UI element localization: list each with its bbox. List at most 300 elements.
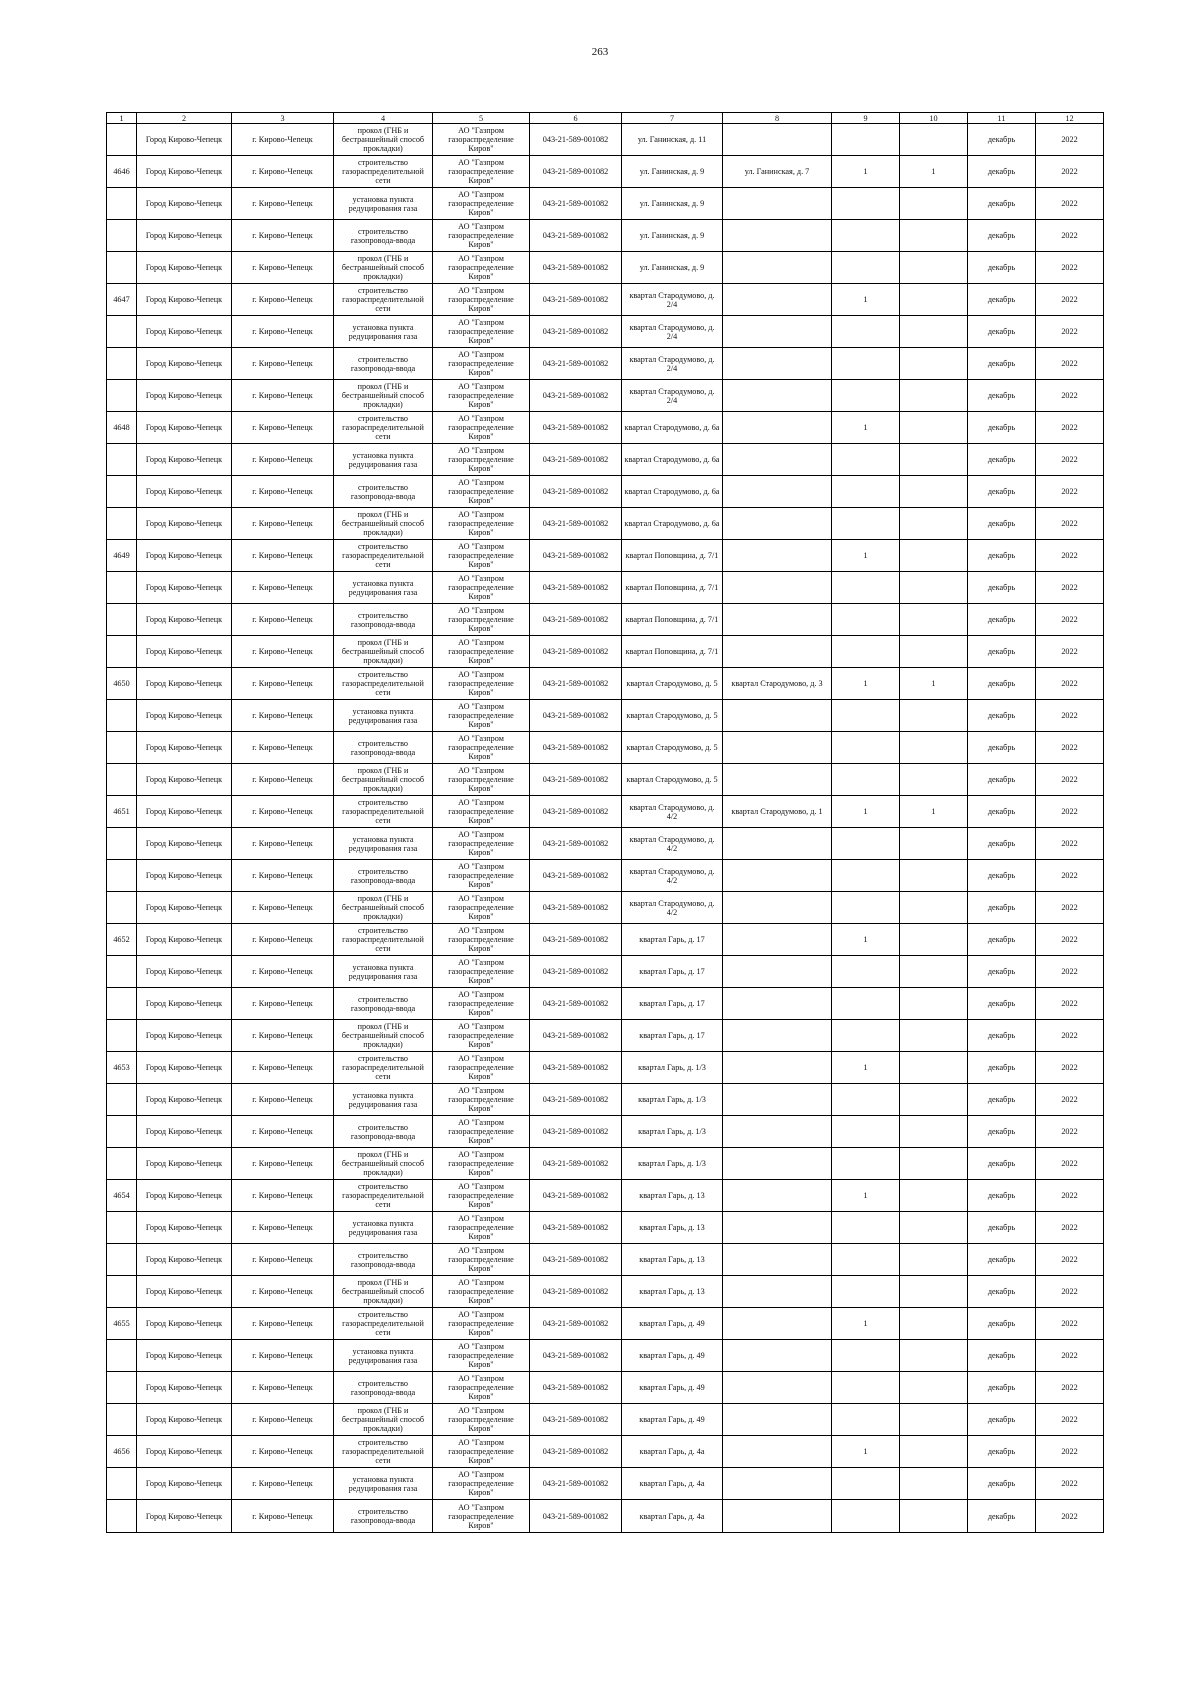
- settlement-cell: г. Кирово-Чепецк: [232, 1148, 334, 1180]
- municipality-cell: Город Кирово-Чепецк: [137, 252, 232, 284]
- count-secondary-cell: [900, 1116, 968, 1148]
- year-cell: 2022: [1036, 156, 1104, 188]
- reg-number-cell: 043-21-589-001082: [530, 1020, 622, 1052]
- address-cell: квартал Стародумово, д. 4/2: [622, 860, 723, 892]
- settlement-cell: г. Кирово-Чепецк: [232, 1276, 334, 1308]
- year-cell: 2022: [1036, 860, 1104, 892]
- table-row: [107, 284, 1104, 316]
- column-header: 2: [137, 113, 232, 124]
- table-row: [107, 1116, 1104, 1148]
- table-row: [107, 892, 1104, 924]
- settlement-cell: г. Кирово-Чепецк: [232, 1340, 334, 1372]
- municipality-cell: Город Кирово-Чепецк: [137, 924, 232, 956]
- count-secondary-cell: [900, 636, 968, 668]
- page-number: 263: [591, 46, 609, 58]
- reg-number-cell: 043-21-589-001082: [530, 348, 622, 380]
- organization-cell: АО "Газпром газораспределение Киров": [433, 380, 530, 412]
- organization-cell: АО "Газпром газораспределение Киров": [433, 540, 530, 572]
- reg-number-cell: 043-21-589-001082: [530, 1052, 622, 1084]
- count-cell: [832, 1276, 900, 1308]
- address-secondary-cell: [723, 1148, 832, 1180]
- year-cell: 2022: [1036, 636, 1104, 668]
- address-secondary-cell: [723, 988, 832, 1020]
- work-type-cell: прокол (ГНБ и бестраншейный способ прокладки): [334, 892, 433, 924]
- month-cell: декабрь: [968, 284, 1036, 316]
- settlement-cell: г. Кирово-Чепецк: [232, 828, 334, 860]
- count-cell: [832, 764, 900, 796]
- year-cell: 2022: [1036, 1436, 1104, 1468]
- table-row: [107, 1020, 1104, 1052]
- work-type-cell: прокол (ГНБ и бестраншейный способ прокладки): [334, 508, 433, 540]
- table-row: [107, 348, 1104, 380]
- settlement-cell: г. Кирово-Чепецк: [232, 1436, 334, 1468]
- settlement-cell: г. Кирово-Чепецк: [232, 1308, 334, 1340]
- reg-number-cell: 043-21-589-001082: [530, 764, 622, 796]
- settlement-cell: г. Кирово-Чепецк: [232, 316, 334, 348]
- count-cell: [832, 316, 900, 348]
- work-type-cell: строительство газораспределительной сети: [334, 1052, 433, 1084]
- year-cell: 2022: [1036, 380, 1104, 412]
- address-secondary-cell: [723, 316, 832, 348]
- row-number-cell: [107, 1340, 137, 1372]
- work-type-cell: строительство газопровода-ввода: [334, 988, 433, 1020]
- work-type-cell: прокол (ГНБ и бестраншейный способ прокладки): [334, 1404, 433, 1436]
- year-cell: 2022: [1036, 700, 1104, 732]
- address-cell: квартал Поповщина, д. 7/1: [622, 636, 723, 668]
- reg-number-cell: 043-21-589-001082: [530, 124, 622, 156]
- reg-number-cell: 043-21-589-001082: [530, 1116, 622, 1148]
- municipality-cell: Город Кирово-Чепецк: [137, 348, 232, 380]
- count-secondary-cell: [900, 892, 968, 924]
- table-row: [107, 1468, 1104, 1500]
- municipality-cell: Город Кирово-Чепецк: [137, 1052, 232, 1084]
- column-number-row: [107, 113, 1104, 124]
- address-secondary-cell: [723, 1212, 832, 1244]
- municipality-cell: Город Кирово-Чепецк: [137, 476, 232, 508]
- year-cell: 2022: [1036, 1276, 1104, 1308]
- settlement-cell: г. Кирово-Чепецк: [232, 1116, 334, 1148]
- reg-number-cell: 043-21-589-001082: [530, 380, 622, 412]
- month-cell: декабрь: [968, 1084, 1036, 1116]
- organization-cell: АО "Газпром газораспределение Киров": [433, 1500, 530, 1533]
- year-cell: 2022: [1036, 892, 1104, 924]
- organization-cell: АО "Газпром газораспределение Киров": [433, 220, 530, 252]
- reg-number-cell: 043-21-589-001082: [530, 1404, 622, 1436]
- table-row: [107, 604, 1104, 636]
- address-cell: квартал Гарь, д. 13: [622, 1180, 723, 1212]
- month-cell: декабрь: [968, 476, 1036, 508]
- table-row: [107, 1212, 1104, 1244]
- municipality-cell: Город Кирово-Чепецк: [137, 220, 232, 252]
- address-cell: квартал Стародумово, д. 6а: [622, 476, 723, 508]
- count-cell: 1: [832, 924, 900, 956]
- work-type-cell: строительство газораспределительной сети: [334, 1308, 433, 1340]
- organization-cell: АО "Газпром газораспределение Киров": [433, 1148, 530, 1180]
- year-cell: 2022: [1036, 220, 1104, 252]
- row-number-cell: 4649: [107, 540, 137, 572]
- row-number-cell: [107, 892, 137, 924]
- municipality-cell: Город Кирово-Чепецк: [137, 1020, 232, 1052]
- reg-number-cell: 043-21-589-001082: [530, 1276, 622, 1308]
- row-number-cell: [107, 252, 137, 284]
- reg-number-cell: 043-21-589-001082: [530, 956, 622, 988]
- count-cell: 1: [832, 156, 900, 188]
- municipality-cell: Город Кирово-Чепецк: [137, 124, 232, 156]
- row-number-cell: [107, 1244, 137, 1276]
- address-cell: квартал Гарь, д. 4а: [622, 1500, 723, 1533]
- settlement-cell: г. Кирово-Чепецк: [232, 636, 334, 668]
- row-number-cell: 4652: [107, 924, 137, 956]
- year-cell: 2022: [1036, 508, 1104, 540]
- reg-number-cell: 043-21-589-001082: [530, 1084, 622, 1116]
- settlement-cell: г. Кирово-Чепецк: [232, 764, 334, 796]
- organization-cell: АО "Газпром газораспределение Киров": [433, 1340, 530, 1372]
- address-secondary-cell: [723, 732, 832, 764]
- column-header: 9: [832, 113, 900, 124]
- year-cell: 2022: [1036, 124, 1104, 156]
- count-cell: 1: [832, 1180, 900, 1212]
- address-cell: квартал Гарь, д. 1/3: [622, 1084, 723, 1116]
- reg-number-cell: 043-21-589-001082: [530, 1372, 622, 1404]
- count-secondary-cell: [900, 1148, 968, 1180]
- address-cell: квартал Гарь, д. 4а: [622, 1436, 723, 1468]
- address-cell: квартал Стародумово, д. 2/4: [622, 380, 723, 412]
- month-cell: декабрь: [968, 1116, 1036, 1148]
- month-cell: декабрь: [968, 316, 1036, 348]
- address-cell: квартал Гарь, д. 49: [622, 1340, 723, 1372]
- municipality-cell: Город Кирово-Чепецк: [137, 1116, 232, 1148]
- table-row: [107, 1340, 1104, 1372]
- count-secondary-cell: [900, 188, 968, 220]
- row-number-cell: [107, 188, 137, 220]
- reg-number-cell: 043-21-589-001082: [530, 220, 622, 252]
- row-number-cell: [107, 860, 137, 892]
- count-secondary-cell: [900, 252, 968, 284]
- organization-cell: АО "Газпром газораспределение Киров": [433, 1052, 530, 1084]
- month-cell: декабрь: [968, 380, 1036, 412]
- year-cell: 2022: [1036, 1372, 1104, 1404]
- settlement-cell: г. Кирово-Чепецк: [232, 860, 334, 892]
- table-row: [107, 1180, 1104, 1212]
- settlement-cell: г. Кирово-Чепецк: [232, 508, 334, 540]
- count-cell: [832, 1468, 900, 1500]
- organization-cell: АО "Газпром газораспределение Киров": [433, 412, 530, 444]
- column-header: 11: [968, 113, 1036, 124]
- count-secondary-cell: [900, 860, 968, 892]
- organization-cell: АО "Газпром газораспределение Киров": [433, 892, 530, 924]
- reg-number-cell: 043-21-589-001082: [530, 156, 622, 188]
- organization-cell: АО "Газпром газораспределение Киров": [433, 188, 530, 220]
- count-cell: [832, 1116, 900, 1148]
- settlement-cell: г. Кирово-Чепецк: [232, 188, 334, 220]
- municipality-cell: Город Кирово-Чепецк: [137, 508, 232, 540]
- work-type-cell: строительство газораспределительной сети: [334, 540, 433, 572]
- work-type-cell: установка пункта редуцирования газа: [334, 316, 433, 348]
- month-cell: декабрь: [968, 1276, 1036, 1308]
- work-type-cell: строительство газораспределительной сети: [334, 924, 433, 956]
- table-row: [107, 220, 1104, 252]
- municipality-cell: Город Кирово-Чепецк: [137, 572, 232, 604]
- reg-number-cell: 043-21-589-001082: [530, 1340, 622, 1372]
- work-type-cell: строительство газопровода-ввода: [334, 1116, 433, 1148]
- month-cell: декабрь: [968, 124, 1036, 156]
- address-secondary-cell: [723, 1436, 832, 1468]
- address-secondary-cell: [723, 1340, 832, 1372]
- month-cell: декабрь: [968, 828, 1036, 860]
- count-secondary-cell: [900, 1212, 968, 1244]
- year-cell: 2022: [1036, 828, 1104, 860]
- address-cell: квартал Гарь, д. 49: [622, 1308, 723, 1340]
- count-cell: [832, 572, 900, 604]
- month-cell: декабрь: [968, 604, 1036, 636]
- year-cell: 2022: [1036, 764, 1104, 796]
- column-header: 12: [1036, 113, 1104, 124]
- address-cell: квартал Поповщина, д. 7/1: [622, 604, 723, 636]
- count-cell: [832, 1212, 900, 1244]
- count-cell: [832, 380, 900, 412]
- address-cell: ул. Ганинская, д. 9: [622, 252, 723, 284]
- organization-cell: АО "Газпром газораспределение Киров": [433, 1180, 530, 1212]
- year-cell: 2022: [1036, 1212, 1104, 1244]
- row-number-cell: [107, 1020, 137, 1052]
- organization-cell: АО "Газпром газораспределение Киров": [433, 988, 530, 1020]
- municipality-cell: Город Кирово-Чепецк: [137, 1148, 232, 1180]
- municipality-cell: Город Кирово-Чепецк: [137, 1372, 232, 1404]
- count-secondary-cell: [900, 700, 968, 732]
- month-cell: декабрь: [968, 668, 1036, 700]
- row-number-cell: [107, 1372, 137, 1404]
- month-cell: декабрь: [968, 636, 1036, 668]
- month-cell: декабрь: [968, 572, 1036, 604]
- organization-cell: АО "Газпром газораспределение Киров": [433, 1244, 530, 1276]
- settlement-cell: г. Кирово-Чепецк: [232, 1372, 334, 1404]
- count-secondary-cell: [900, 220, 968, 252]
- reg-number-cell: 043-21-589-001082: [530, 1500, 622, 1533]
- count-secondary-cell: [900, 1500, 968, 1533]
- year-cell: 2022: [1036, 572, 1104, 604]
- table-body: [107, 124, 1104, 1533]
- work-type-cell: строительство газопровода-ввода: [334, 860, 433, 892]
- count-secondary-cell: 1: [900, 156, 968, 188]
- year-cell: 2022: [1036, 796, 1104, 828]
- work-type-cell: установка пункта редуцирования газа: [334, 572, 433, 604]
- row-number-cell: [107, 380, 137, 412]
- organization-cell: АО "Газпром газораспределение Киров": [433, 604, 530, 636]
- settlement-cell: г. Кирово-Чепецк: [232, 796, 334, 828]
- month-cell: декабрь: [968, 860, 1036, 892]
- address-secondary-cell: [723, 476, 832, 508]
- work-type-cell: строительство газопровода-ввода: [334, 604, 433, 636]
- month-cell: декабрь: [968, 540, 1036, 572]
- row-number-cell: [107, 1148, 137, 1180]
- municipality-cell: Город Кирово-Чепецк: [137, 1340, 232, 1372]
- count-cell: [832, 636, 900, 668]
- count-secondary-cell: [900, 1468, 968, 1500]
- table-row: [107, 1052, 1104, 1084]
- count-secondary-cell: [900, 412, 968, 444]
- organization-cell: АО "Газпром газораспределение Киров": [433, 444, 530, 476]
- year-cell: 2022: [1036, 476, 1104, 508]
- year-cell: 2022: [1036, 1180, 1104, 1212]
- reg-number-cell: 043-21-589-001082: [530, 1308, 622, 1340]
- reg-number-cell: 043-21-589-001082: [530, 188, 622, 220]
- settlement-cell: г. Кирово-Чепецк: [232, 572, 334, 604]
- address-cell: ул. Ганинская, д. 9: [622, 188, 723, 220]
- row-number-cell: [107, 988, 137, 1020]
- work-type-cell: строительство газораспределительной сети: [334, 284, 433, 316]
- year-cell: 2022: [1036, 732, 1104, 764]
- count-cell: 1: [832, 1436, 900, 1468]
- municipality-cell: Город Кирово-Чепецк: [137, 1212, 232, 1244]
- address-secondary-cell: [723, 1372, 832, 1404]
- organization-cell: АО "Газпром газораспределение Киров": [433, 252, 530, 284]
- column-header: 3: [232, 113, 334, 124]
- work-type-cell: установка пункта редуцирования газа: [334, 956, 433, 988]
- count-cell: [832, 220, 900, 252]
- municipality-cell: Город Кирово-Чепецк: [137, 188, 232, 220]
- reg-number-cell: 043-21-589-001082: [530, 444, 622, 476]
- municipality-cell: Город Кирово-Чепецк: [137, 1500, 232, 1533]
- reg-number-cell: 043-21-589-001082: [530, 604, 622, 636]
- address-secondary-cell: [723, 284, 832, 316]
- month-cell: декабрь: [968, 156, 1036, 188]
- address-secondary-cell: [723, 1084, 832, 1116]
- address-secondary-cell: [723, 188, 832, 220]
- table-row: [107, 956, 1104, 988]
- address-secondary-cell: [723, 1180, 832, 1212]
- settlement-cell: г. Кирово-Чепецк: [232, 444, 334, 476]
- organization-cell: АО "Газпром газораспределение Киров": [433, 284, 530, 316]
- work-type-cell: установка пункта редуцирования газа: [334, 444, 433, 476]
- table-row: [107, 156, 1104, 188]
- organization-cell: АО "Газпром газораспределение Киров": [433, 668, 530, 700]
- column-header: 8: [723, 113, 832, 124]
- organization-cell: АО "Газпром газораспределение Киров": [433, 1116, 530, 1148]
- table-row: [107, 1372, 1104, 1404]
- address-secondary-cell: [723, 860, 832, 892]
- year-cell: 2022: [1036, 284, 1104, 316]
- row-number-cell: [107, 700, 137, 732]
- count-secondary-cell: [900, 348, 968, 380]
- address-cell: квартал Гарь, д. 17: [622, 1020, 723, 1052]
- count-secondary-cell: [900, 1436, 968, 1468]
- address-secondary-cell: квартал Стародумово, д. 1: [723, 796, 832, 828]
- address-secondary-cell: [723, 348, 832, 380]
- address-cell: квартал Гарь, д. 4а: [622, 1468, 723, 1500]
- settlement-cell: г. Кирово-Чепецк: [232, 924, 334, 956]
- reg-number-cell: 043-21-589-001082: [530, 924, 622, 956]
- address-secondary-cell: [723, 124, 832, 156]
- organization-cell: АО "Газпром газораспределение Киров": [433, 828, 530, 860]
- table-row: [107, 124, 1104, 156]
- organization-cell: АО "Газпром газораспределение Киров": [433, 572, 530, 604]
- address-secondary-cell: ул. Ганинская, д. 7: [723, 156, 832, 188]
- address-cell: квартал Гарь, д. 13: [622, 1212, 723, 1244]
- address-cell: квартал Гарь, д. 1/3: [622, 1148, 723, 1180]
- count-secondary-cell: [900, 828, 968, 860]
- count-secondary-cell: [900, 604, 968, 636]
- month-cell: декабрь: [968, 444, 1036, 476]
- municipality-cell: Город Кирово-Чепецк: [137, 412, 232, 444]
- address-cell: квартал Стародумово, д. 5: [622, 668, 723, 700]
- reg-number-cell: 043-21-589-001082: [530, 828, 622, 860]
- address-secondary-cell: [723, 1244, 832, 1276]
- settlement-cell: г. Кирово-Чепецк: [232, 220, 334, 252]
- count-cell: [832, 828, 900, 860]
- table-row: [107, 988, 1104, 1020]
- count-secondary-cell: [900, 380, 968, 412]
- organization-cell: АО "Газпром газораспределение Киров": [433, 1372, 530, 1404]
- municipality-cell: Город Кирово-Чепецк: [137, 700, 232, 732]
- count-cell: 1: [832, 412, 900, 444]
- address-cell: квартал Стародумово, д. 4/2: [622, 892, 723, 924]
- settlement-cell: г. Кирово-Чепецк: [232, 476, 334, 508]
- reg-number-cell: 043-21-589-001082: [530, 1244, 622, 1276]
- address-cell: квартал Стародумово, д. 6а: [622, 444, 723, 476]
- municipality-cell: Город Кирово-Чепецк: [137, 1436, 232, 1468]
- count-secondary-cell: [900, 924, 968, 956]
- reg-number-cell: 043-21-589-001082: [530, 988, 622, 1020]
- count-cell: 1: [832, 1308, 900, 1340]
- municipality-cell: Город Кирово-Чепецк: [137, 156, 232, 188]
- reg-number-cell: 043-21-589-001082: [530, 700, 622, 732]
- work-type-cell: строительство газопровода-ввода: [334, 1372, 433, 1404]
- row-number-cell: 4647: [107, 284, 137, 316]
- address-secondary-cell: [723, 1116, 832, 1148]
- table-row: [107, 1404, 1104, 1436]
- month-cell: декабрь: [968, 1404, 1036, 1436]
- reg-number-cell: 043-21-589-001082: [530, 540, 622, 572]
- year-cell: 2022: [1036, 1244, 1104, 1276]
- count-cell: [832, 1244, 900, 1276]
- address-secondary-cell: [723, 380, 832, 412]
- month-cell: декабрь: [968, 892, 1036, 924]
- count-cell: [832, 476, 900, 508]
- settlement-cell: г. Кирово-Чепецк: [232, 668, 334, 700]
- table-row: [107, 636, 1104, 668]
- work-type-cell: установка пункта редуцирования газа: [334, 1084, 433, 1116]
- count-cell: [832, 988, 900, 1020]
- month-cell: декабрь: [968, 188, 1036, 220]
- reg-number-cell: 043-21-589-001082: [530, 572, 622, 604]
- count-secondary-cell: [900, 1180, 968, 1212]
- reg-number-cell: 043-21-589-001082: [530, 732, 622, 764]
- row-number-cell: [107, 1276, 137, 1308]
- work-type-cell: прокол (ГНБ и бестраншейный способ прокладки): [334, 252, 433, 284]
- work-type-cell: установка пункта редуцирования газа: [334, 188, 433, 220]
- address-secondary-cell: [723, 828, 832, 860]
- count-cell: 1: [832, 796, 900, 828]
- municipality-cell: Город Кирово-Чепецк: [137, 1404, 232, 1436]
- municipality-cell: Город Кирово-Чепецк: [137, 988, 232, 1020]
- organization-cell: АО "Газпром газораспределение Киров": [433, 476, 530, 508]
- count-secondary-cell: [900, 1340, 968, 1372]
- work-type-cell: установка пункта редуцирования газа: [334, 1340, 433, 1372]
- settlement-cell: г. Кирово-Чепецк: [232, 956, 334, 988]
- address-cell: квартал Стародумово, д. 6а: [622, 412, 723, 444]
- work-type-cell: строительство газопровода-ввода: [334, 732, 433, 764]
- settlement-cell: г. Кирово-Чепецк: [232, 1180, 334, 1212]
- reg-number-cell: 043-21-589-001082: [530, 1148, 622, 1180]
- row-number-cell: [107, 476, 137, 508]
- work-type-cell: прокол (ГНБ и бестраншейный способ прокладки): [334, 1020, 433, 1052]
- municipality-cell: Город Кирово-Чепецк: [137, 668, 232, 700]
- row-number-cell: 4648: [107, 412, 137, 444]
- count-secondary-cell: [900, 284, 968, 316]
- work-type-cell: установка пункта редуцирования газа: [334, 828, 433, 860]
- settlement-cell: г. Кирово-Чепецк: [232, 284, 334, 316]
- row-number-cell: [107, 956, 137, 988]
